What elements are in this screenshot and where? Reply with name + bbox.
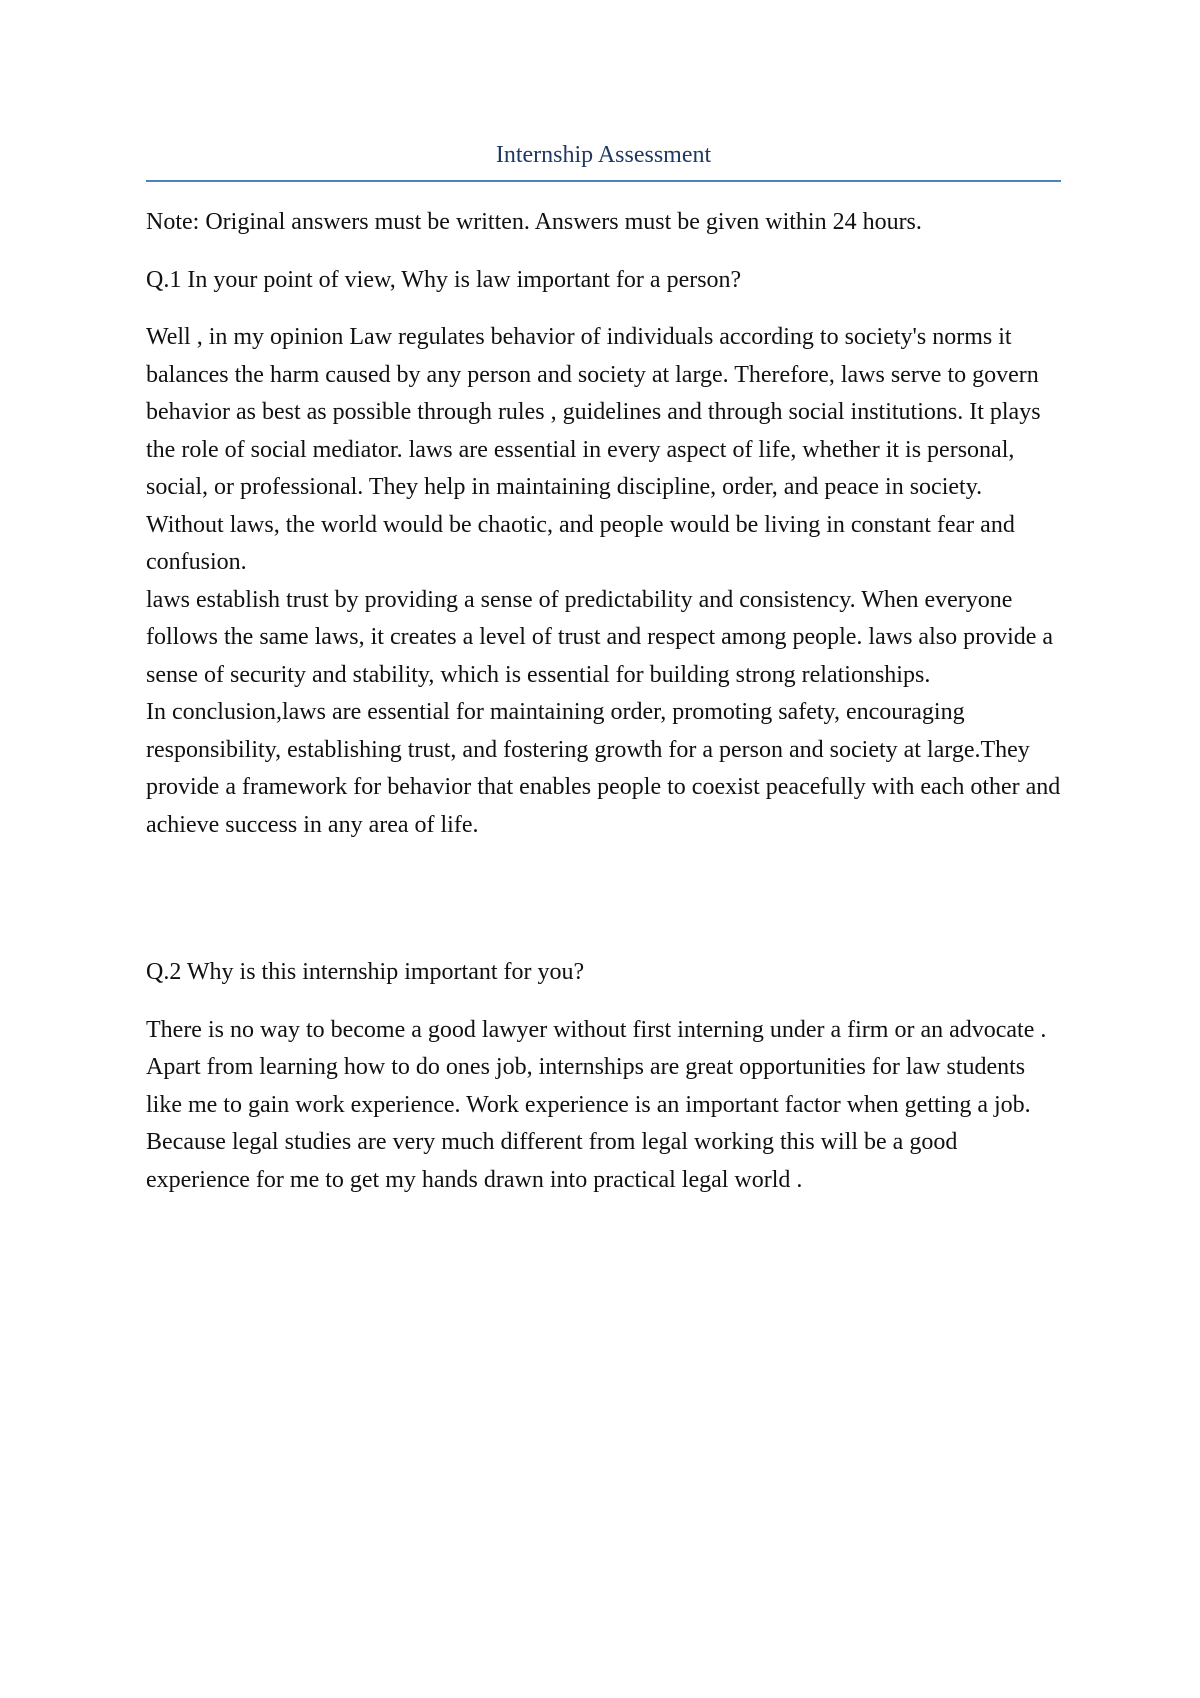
question-2: Q.2 Why is this internship important for you? — [146, 959, 585, 985]
answer-1-paragraph-1: Well , in my opinion Law regulates behavior of individuals according to society's norms it balances the harm caused by any person and society at large. Therefore, laws serve to govern behavior as best as possible through rules , guidelines and through social institutions. It plays the role of social mediator. laws are essential in every aspect of life, whether it is personal, social, or professional. They help in maintaining discipline, order, and peace in society. Without laws, the world would be chaotic, and people would be living in constant fear and confusion. — [146, 324, 1041, 575]
answer-1-paragraph-2: laws establish trust by providing a sense of predictability and consistency. When everyone follows the same laws, it creates a level of trust and respect among people. laws also provide a sense of security and stability, which is essential for building strong relationships. — [146, 586, 1054, 688]
answer-1-paragraph-3: In conclusion,laws are essential for maintaining order, promoting safety, encouraging responsibility, establishing trust, and fostering growth for a person and society at large.They provide a framework for behavior that enables people to coexist peacefully with each other and achieve success in any area of life. — [146, 699, 1061, 838]
note-text: Note: Original answers must be written. Answers must be given within 24 hours. — [146, 209, 922, 235]
answer-2: There is no way to become a good lawyer without first interning under a firm or an advocate . Apart from learning how to do ones job, internships are great opportunities for law students like me to gain work experience. Work experience is an important factor when getting a job. Because legal studies are very much different from legal working this will be a good experience for me to get my hands drawn into practical legal world . — [146, 1016, 1047, 1193]
document-page — [146, 140, 1061, 1199]
answer-1 — [146, 319, 1061, 844]
question-1: Q.1 In your point of view, Why is law important for a person? — [146, 266, 742, 293]
document-title: Internship Assessment — [146, 140, 1061, 182]
